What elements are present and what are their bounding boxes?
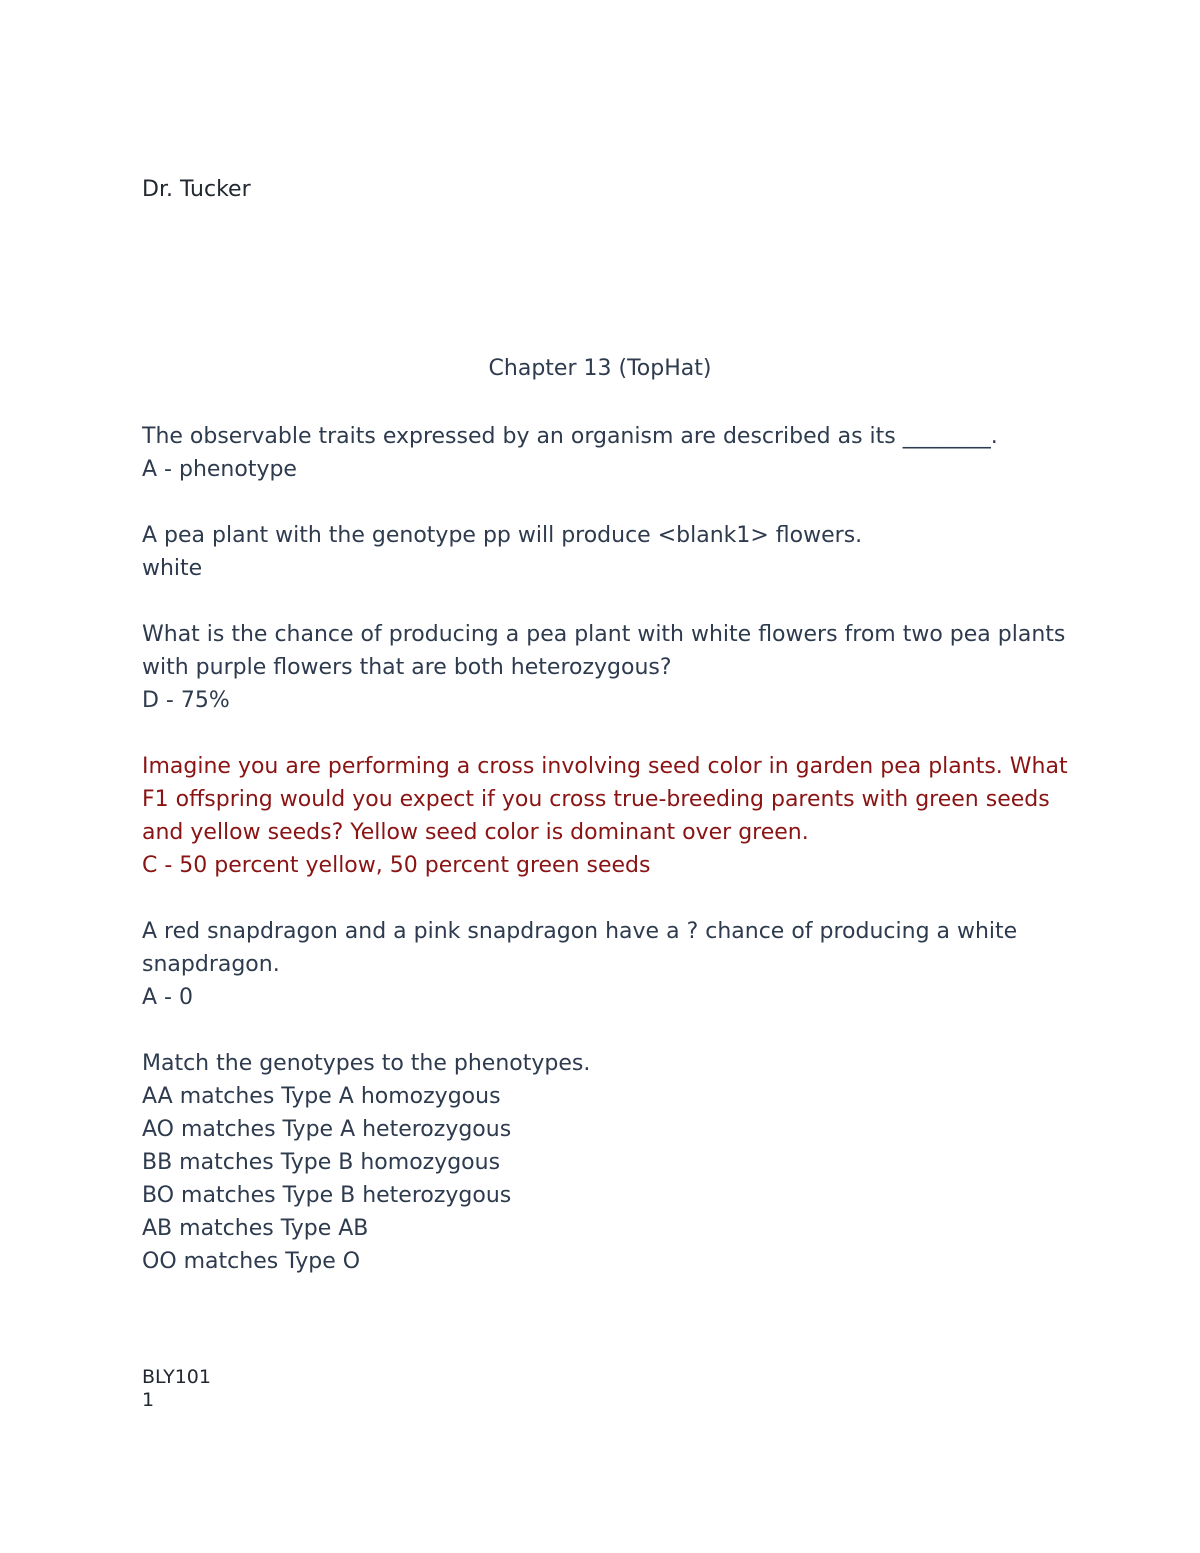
matching-item: BO matches Type B heterozygous — [142, 1183, 512, 1208]
question-block-3 — [142, 618, 1072, 717]
question-text: What is the chance of producing a pea plant with white flowers from two pea plants with purple flowers that are both heterozygous? — [142, 622, 1066, 680]
matching-block — [142, 1047, 1072, 1278]
question-block-4 — [142, 750, 1072, 882]
question-block-5 — [142, 915, 1072, 1014]
matching-item: BB matches Type B homozygous — [142, 1150, 501, 1175]
author-name: Dr. Tucker — [142, 177, 251, 202]
matching-item: AO matches Type A heterozygous — [142, 1117, 512, 1142]
answer-text: D - 75% — [142, 688, 230, 713]
question-text: Imagine you are performing a cross involving seed color in garden pea plants. What F1 offspring would you expect if you cross true-breeding parents with green seeds and yellow seeds? Yellow seed color is dominant over green. — [142, 754, 1068, 845]
question-block-2 — [142, 519, 1072, 585]
question-text: A red snapdragon and a pink snapdragon have a ? chance of producing a white snapdragon. — [142, 919, 1018, 977]
page-number: 1 — [142, 1389, 155, 1411]
answer-text: C - 50 percent yellow, 50 percent green seeds — [142, 853, 651, 878]
question-text: The observable traits expressed by an organism are described as its ________. — [142, 424, 998, 449]
matching-item: AB matches Type AB — [142, 1216, 369, 1241]
course-code: BLY101 — [142, 1366, 211, 1388]
answer-text: A - phenotype — [142, 457, 297, 482]
page-title: Chapter 13 (TopHat) — [488, 356, 712, 381]
matching-item: OO matches Type O — [142, 1249, 361, 1274]
matching-prompt: Match the genotypes to the phenotypes. — [142, 1051, 591, 1076]
matching-item: AA matches Type A homozygous — [142, 1084, 501, 1109]
document-body — [142, 420, 1072, 1311]
answer-text: A - 0 — [142, 985, 193, 1010]
answer-text: white — [142, 556, 203, 581]
question-block-1 — [142, 420, 1072, 486]
question-text: A pea plant with the genotype pp will produce <blank1> flowers. — [142, 523, 863, 548]
page-footer — [142, 1366, 211, 1412]
